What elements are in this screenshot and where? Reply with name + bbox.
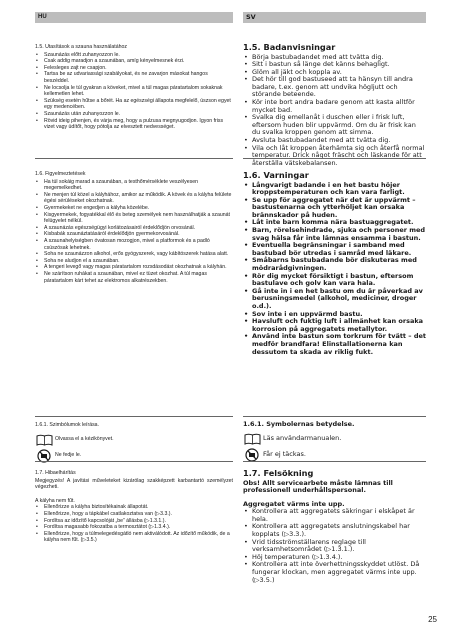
symbol-read-manual <box>35 433 233 447</box>
list-item: • Soha ne aludjon el a szaunában. <box>35 258 233 265</box>
divider <box>243 416 426 417</box>
section-title: 1.6.1. Symbolernas betydelse. <box>243 420 355 428</box>
list-item: • Höj temperaturen (▷1.3.4.). <box>243 554 426 562</box>
list-item: • Fordítsa az időzítő kapcsolóját „be” állásba (▷1.3.1.). <box>35 518 233 525</box>
bullet-list <box>35 179 233 285</box>
list-item: • Kontrollera att inte överhettningsskyddet utlöst. Då fungerar klockan, men aggregatet värms inte upp. (▷3.5.) <box>243 561 426 584</box>
list-item: • Sitt i bastun så länge det känns behagligt. <box>243 61 426 69</box>
language-tag-hu: HU <box>35 12 233 23</box>
section-1-7-sv <box>243 469 426 584</box>
divider <box>35 158 233 159</box>
list-item: • Szükség esetén hűtse a bőrét. Ha az egészségi állapota megfelelő, úszson egyet egy medencében. <box>35 98 233 111</box>
column-hu <box>35 12 233 544</box>
symbol-label: Läs användarmanualen. <box>263 433 342 442</box>
list-item: • A szaunázás egészségügyi korlátozásairól érdeklődjön orvosánál. <box>35 225 233 232</box>
divider <box>35 461 233 462</box>
list-item: • Vrid tidsströmställarens reglage till verksamhetsområdet (▷1.3.1.). <box>243 539 426 554</box>
section-1-5-sv <box>243 43 426 167</box>
list-item: • Fordítsa magasabb fokozatba a termosztátot (▷1.3.4.). <box>35 524 233 531</box>
list-item: • Felesleges zajt ne csapjon. <box>35 65 233 72</box>
list-item: • Ellenőrizze, hogy a túlmelegedésgátló nem aktiválódott. Az időzítő működik, de a kályha nem fűt. (▷3.5.) <box>35 531 233 544</box>
book-icon <box>243 432 261 446</box>
section-title: 1.7. Hibaelhárítás <box>35 470 76 476</box>
list-item: • Gyermekeket ne engedjen a kályha közelébe. <box>35 205 233 212</box>
list-item: • Tartsa be az udvariassági szabályokat, és ne zavarjon másokat hangos beszéddel. <box>35 71 233 84</box>
section-1-5-hu <box>35 44 233 131</box>
list-item: • Låt inte barn komma nära bastuaggregatet. <box>243 219 426 227</box>
symbol-do-not-cover <box>243 448 426 462</box>
subheading: A kályha nem fűt. <box>35 497 75 504</box>
list-item: • Se upp för aggregatet när det är uppvärmt – bastustenarna och ytterhöljet kan orsaka brännskador på huden. <box>243 197 426 220</box>
bullet-list <box>35 52 233 131</box>
list-item: • Glöm all jäkt och koppla av. <box>243 69 426 77</box>
list-item: • Svalka dig emellanåt i duschen eller i frisk luft, eftersom huden blir uppvärmd. Om du är frisk kan du svalka kroppen genom att simma. <box>243 114 426 137</box>
language-tag-sv: SV <box>243 12 426 23</box>
list-item: • Sov inte i en uppvärmd bastu. <box>243 311 426 319</box>
symbol-label: Olvassa el a kézikönyvet. <box>55 436 114 443</box>
list-item: • Kontrollera att aggregatets anslutningskabel har kopplats (▷3.3.). <box>243 523 426 538</box>
list-item: • Avsluta bastubadandet med att tvätta dig. <box>243 137 426 145</box>
section-title: 1.6. Figyelmeztetések <box>35 171 86 177</box>
list-item: • Ne szárítson ruhákat a szaunában, mivel ez tüzet okozhat. A túl magas páratartalom kárt tehet az elektromos alkatrészekben. <box>35 271 233 284</box>
section-1-7-hu <box>35 470 233 544</box>
list-item: • Kör inte bort andra badare genom att kasta alltför mycket bad. <box>243 99 426 114</box>
service-note: Obs! Allt servicearbete måste lämnas till professionell underhållspersonal. <box>243 478 393 495</box>
divider <box>243 461 426 462</box>
list-item: • Kisbabák szaunáztatásáról érdeklődjön gyermekorvosánál. <box>35 231 233 238</box>
list-item: • Szaunázás után zuhanyozzon le. <box>35 111 233 118</box>
list-item: • A tengeri levegő vagy magas páratartalom rozsdásodást okozhatnak a kályhán. <box>35 264 233 271</box>
list-item: • Det hör till god bastuseed att ta hänsyn till andra badare, t.ex. genom att undvika högljutt och störande beteende. <box>243 76 426 99</box>
list-item: • Använd inte bastun som torkrum för tvätt – det medför brandfara! Elinstallationerna kan dessutom ta skada av riklig fukt. <box>243 333 426 356</box>
no-cover-icon <box>243 448 261 462</box>
symbol-label: Ne fedje le. <box>55 452 82 459</box>
list-item: • Havsluft och fuktig luft i allmänhet kan orsaka korrosion på aggregatets metallytor. <box>243 318 426 333</box>
list-item: • Rövid ideig pihenjen, és várja meg, hogy a pulzusa megnyugodjon. Igyon friss vizet vagy üdítőt, hogy pótolja az elvesztett nedvességet. <box>35 118 233 131</box>
section-1-6-1-sv <box>243 421 426 464</box>
divider <box>243 158 426 159</box>
list-item: • Csak addig maradjon a szaunában, amíg kényelmesnek érzi. <box>35 58 233 65</box>
symbol-read-manual <box>243 432 426 446</box>
section-1-6-1-hu <box>35 422 233 465</box>
symbol-label: Får ej täckas. <box>263 449 306 458</box>
bullet-list <box>243 54 426 168</box>
section-title: 1.7. Felsökning <box>243 468 314 478</box>
book-icon <box>35 433 53 447</box>
list-item: • Rör dig mycket försiktigt i bastun, eftersom bastulave och golv kan vara hala. <box>243 273 426 288</box>
list-item: • Eventuella begränsningar i samband med bastubad bör utredas i samråd med läkare. <box>243 242 426 257</box>
bullet-list <box>243 508 426 584</box>
subheading: Aggregatet värms inte upp. <box>243 499 345 508</box>
list-item: • Kontrollera att aggregatets säkringar i elskåpet är hela. <box>243 508 426 523</box>
section-title: 1.5. Utasítások a szauna használatához <box>35 44 127 50</box>
list-item: • Ne menjen túl közel a kályhához, amikor az működik. A kövek és a kályha felülete égési sérüléseket okozhatnak. <box>35 192 233 205</box>
list-item: • Ellenőrizze a kályha biztosítékainak állapotát. <box>35 504 233 511</box>
list-item: • Szaunázás előtt zuhanyozzon le. <box>35 52 233 59</box>
bullet-list <box>243 182 426 357</box>
list-item: • Vila och låt kroppen återhämta sig och återfå normal temperatur. Drick något fräscht och läskande för att återställa vätskebalansen. <box>243 145 426 168</box>
list-item: • Börja bastubadandet med att tvätta dig. <box>243 54 426 62</box>
list-item: • Barn, rörelsehindrade, sjuka och personer med svag hälsa får inte lämnas ensamma i bastun. <box>243 227 426 242</box>
bullet-list <box>35 504 233 544</box>
list-item: • Ellenőrizze, hogy a tápkábel csatlakoztatva van (▷3.3.). <box>35 511 233 518</box>
list-item: • Långvarigt badande i en het bastu höjer kroppstemperaturen och kan vara farligt. <box>243 182 426 197</box>
list-item: • Småbarns bastubadande bör diskuteras med mödrarådgivningen. <box>243 257 426 272</box>
list-item: • Gå inte in i en het bastu om du är påverkad av berusningsmedel (alkohol, mediciner, droger o.d.). <box>243 288 426 311</box>
section-1-6-sv <box>243 171 426 356</box>
list-item: • Kisgyermekek, fogyatékkal élő és beteg személyek nem használhatják a szaunát felügyelet nélkül. <box>35 212 233 225</box>
section-title: 1.6. Varningar <box>243 170 309 180</box>
list-item: • Soha ne szaunázzon alkohol, erős gyógyszerek, vagy kábítószerek hatása alatt. <box>35 251 233 258</box>
section-title: 1.6.1. Szimbólumok leírása. <box>35 422 100 428</box>
list-item: • A szaunahelyiségben óvatosan mozogjon, mivel a platformok és a padló csúszósak lehetnek. <box>35 238 233 251</box>
page-number: 25 <box>428 615 437 624</box>
section-1-6-hu <box>35 171 233 284</box>
list-item: • Ne locsolja le túl gyakran a köveket, mivel a túl magas páratartalom sokaknak kellemetlen lehet. <box>35 85 233 98</box>
list-item: • Ha túl sokáig marad a szaunában, a testhőmérséklete veszélyesen megemelkedhet. <box>35 179 233 192</box>
divider <box>35 416 233 417</box>
service-note: Megjegyzés! A javítási műveleteket kizárólag szakképzett karbantartó személyzet végezheti. <box>35 477 233 491</box>
section-title: 1.5. Badanvisningar <box>243 42 336 52</box>
column-sv <box>243 12 426 584</box>
